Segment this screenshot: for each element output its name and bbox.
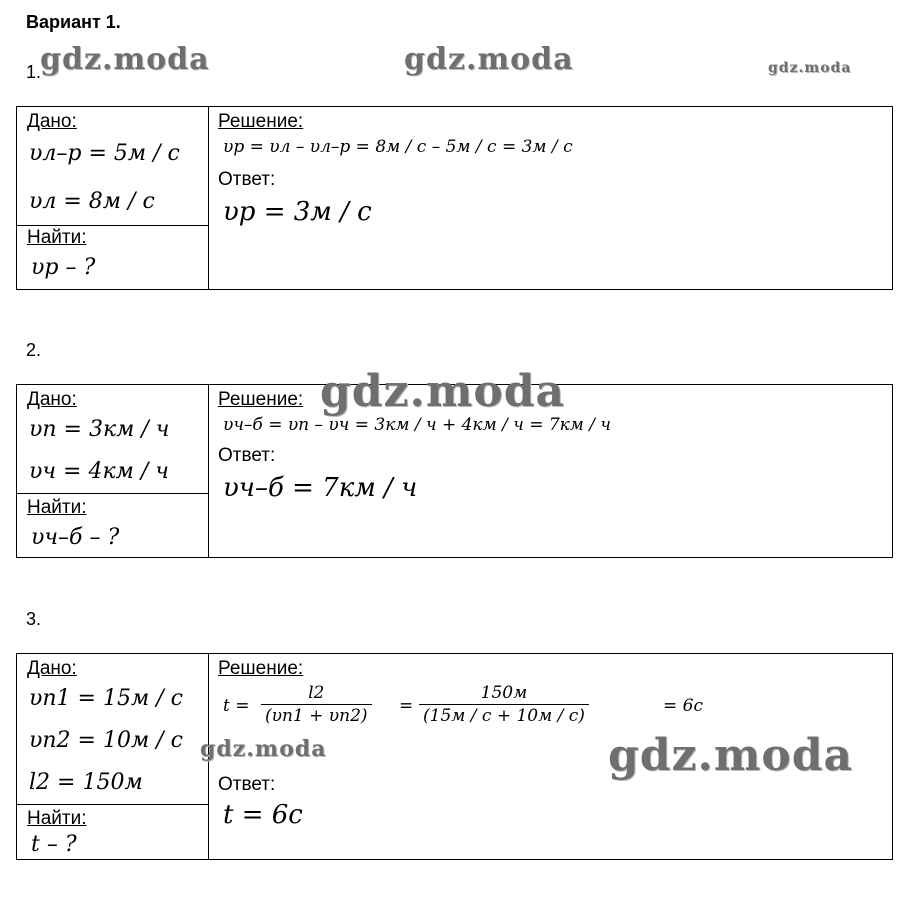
answer-value: υч–б = 7км / ч xyxy=(223,473,418,503)
find-label: Найти: xyxy=(27,227,87,248)
divider xyxy=(17,804,208,805)
task-number: 1. xyxy=(26,62,42,82)
given-value: υл = 8м / с xyxy=(29,189,155,214)
solution-formula: υр = υл – υл–р = 8м / с – 5м / с = 3м / с xyxy=(223,137,573,157)
watermark: gdz.moda xyxy=(404,42,574,77)
answer-label: Ответ: xyxy=(218,445,276,466)
find-label: Найти: xyxy=(27,497,87,518)
solution-formula: υч–б = υп – υч = 3км / ч + 4км / ч = 7км / ч xyxy=(223,415,612,435)
solution-lhs: t = xyxy=(223,696,250,716)
fraction-denominator: (υп1 + υп2) xyxy=(265,706,368,726)
answer-label: Ответ: xyxy=(218,169,276,190)
solution-label: Решение: xyxy=(218,658,304,679)
solution-label: Решение: xyxy=(218,111,304,132)
task-number: 2. xyxy=(26,340,42,360)
solution-fraction xyxy=(261,682,372,727)
watermark: gdz.moda xyxy=(768,60,852,76)
solution-fraction xyxy=(419,682,589,727)
solution-result: = 6с xyxy=(663,696,703,716)
find-value: t – ? xyxy=(31,832,77,857)
task-table xyxy=(16,106,893,290)
watermark: gdz.moda xyxy=(40,42,210,77)
given-label: Дано: xyxy=(27,111,77,132)
solution-label: Решение: xyxy=(218,389,304,410)
watermark: gdz.moda xyxy=(200,736,327,762)
given-value: υч = 4км / ч xyxy=(29,459,169,484)
task-number: 3. xyxy=(26,609,42,629)
answer-value: υр = 3м / с xyxy=(223,197,372,227)
given-label: Дано: xyxy=(27,658,77,679)
page-title: Вариант 1. xyxy=(26,12,121,32)
fraction-numerator: l2 xyxy=(308,683,325,703)
watermark: gdz.moda xyxy=(608,730,854,781)
given-value: υл–р = 5м / с xyxy=(29,141,180,166)
solution-equals: = xyxy=(399,696,414,716)
given-column xyxy=(17,107,209,289)
divider xyxy=(17,493,208,494)
divider xyxy=(17,225,208,226)
given-value: υп2 = 10м / с xyxy=(29,728,183,753)
given-value: l2 = 150м xyxy=(29,770,143,795)
find-label: Найти: xyxy=(27,808,87,829)
given-value: υп1 = 15м / с xyxy=(29,686,183,711)
given-column xyxy=(17,654,209,859)
watermark: gdz.moda xyxy=(320,366,566,417)
fraction-numerator: 150м xyxy=(480,683,528,703)
given-value: υп = 3км / ч xyxy=(29,417,170,442)
given-label: Дано: xyxy=(27,389,77,410)
answer-value: t = 6с xyxy=(223,800,303,830)
answer-label: Ответ: xyxy=(218,774,276,795)
find-value: υч–б – ? xyxy=(31,525,120,550)
fraction-denominator: (15м / с + 10м / с) xyxy=(423,706,585,726)
find-value: υр – ? xyxy=(31,255,96,280)
given-column xyxy=(17,385,209,557)
